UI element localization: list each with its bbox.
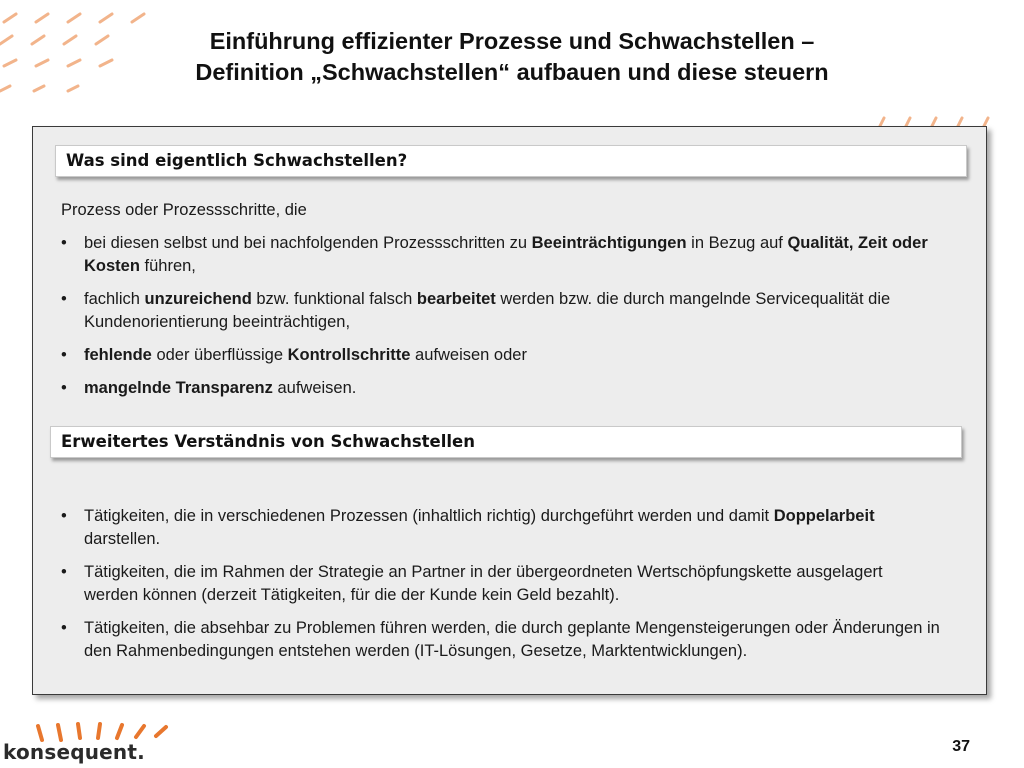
text-run: Tätigkeiten, die in verschiedenen Prozessen (inhaltlich richtig) durchgeführt werden und damit	[84, 507, 774, 525]
bold-text-run: mangelnde Transparenz	[84, 379, 273, 397]
text-run: bei diesen selbst und bei nachfolgenden Prozessschritten zu	[84, 234, 532, 252]
bullet-item	[61, 505, 941, 551]
decorative-dash	[4, 60, 16, 66]
bold-text-run: Kontrollschritte	[287, 346, 411, 364]
title-line-1: Einführung effizienter Prozesse und Schwachstellen –	[209, 28, 815, 54]
decorative-dash	[906, 118, 910, 126]
section-header-extended-understanding: Erweitertes Verständnis von Schwachstellen	[50, 426, 962, 458]
text-run: oder überflüssige	[151, 346, 288, 364]
text-run: in Bezug auf	[686, 234, 788, 252]
text-run: darstellen.	[84, 530, 161, 548]
text-run: Tätigkeiten, die im Rahmen der Strategie an Partner in der übergeordneten Wertschöpfungskette ausgelagert werden können (derzeit Tätigkeiten, für die der Kunde kein Geld bezahlt).	[84, 563, 883, 604]
bold-text-run: unzureichend	[144, 290, 252, 308]
decorative-dash	[984, 118, 988, 126]
bullet-item	[61, 561, 941, 607]
decorative-dash	[68, 14, 80, 22]
bold-text-run: Beeinträchtigungen	[531, 234, 687, 252]
text-run: fachlich	[84, 290, 145, 308]
section1-bullet-list	[61, 232, 941, 400]
bullet-item	[61, 232, 941, 278]
bold-text-run: Doppelarbeit	[773, 507, 875, 525]
text-run: werden bzw. die durch mangelnde Servicequalität die Kundenorientierung beeinträchtigen,	[84, 290, 891, 331]
decorative-dash	[132, 14, 144, 22]
decorative-dash	[100, 14, 112, 22]
text-run: aufweisen oder	[410, 346, 527, 364]
bold-text-run: bearbeitet	[416, 290, 496, 308]
title-line-2: Definition „Schwachstellen“ aufbauen und diese steuern	[195, 59, 829, 85]
decorative-dash	[880, 118, 884, 126]
company-logo: konsequent.	[3, 740, 145, 764]
decorative-dash	[36, 14, 48, 22]
page-number: 37	[952, 738, 970, 755]
decorative-dash	[0, 36, 12, 44]
section1-body	[61, 199, 941, 410]
decorative-dash	[4, 14, 16, 22]
decorative-dash	[958, 118, 962, 126]
section1-intro: Prozess oder Prozessschritte, die	[61, 201, 307, 219]
text-run: aufweisen.	[272, 379, 357, 397]
decorative-dash	[36, 60, 48, 66]
bullet-item	[61, 377, 941, 400]
section2-body	[61, 505, 941, 673]
section-header-what-are-weak-points: Was sind eigentlich Schwachstellen?	[55, 145, 967, 177]
section2-bullet-list	[61, 505, 941, 663]
decorative-dash	[32, 36, 44, 44]
bullet-item	[61, 288, 941, 334]
text-run: Tätigkeiten, die absehbar zu Problemen führen werden, die durch geplante Mengensteigerungen oder Änderungen in den Rahmenbedingungen entstehen werden (IT-Lösungen, Gesetze, Marktentwicklungen).	[84, 619, 940, 660]
page-title	[60, 26, 964, 88]
content-panel	[32, 126, 987, 695]
bullet-item	[61, 344, 941, 367]
decorative-dash	[0, 86, 10, 91]
bullet-item	[61, 617, 941, 663]
bold-text-run: Qualität, Zeit oder Kosten	[84, 234, 928, 275]
text-run: führen,	[139, 257, 196, 275]
decorative-dash	[932, 118, 936, 126]
decorative-dash	[34, 86, 44, 91]
bold-text-run: fehlende	[84, 346, 152, 364]
text-run: bzw. funktional falsch	[251, 290, 417, 308]
